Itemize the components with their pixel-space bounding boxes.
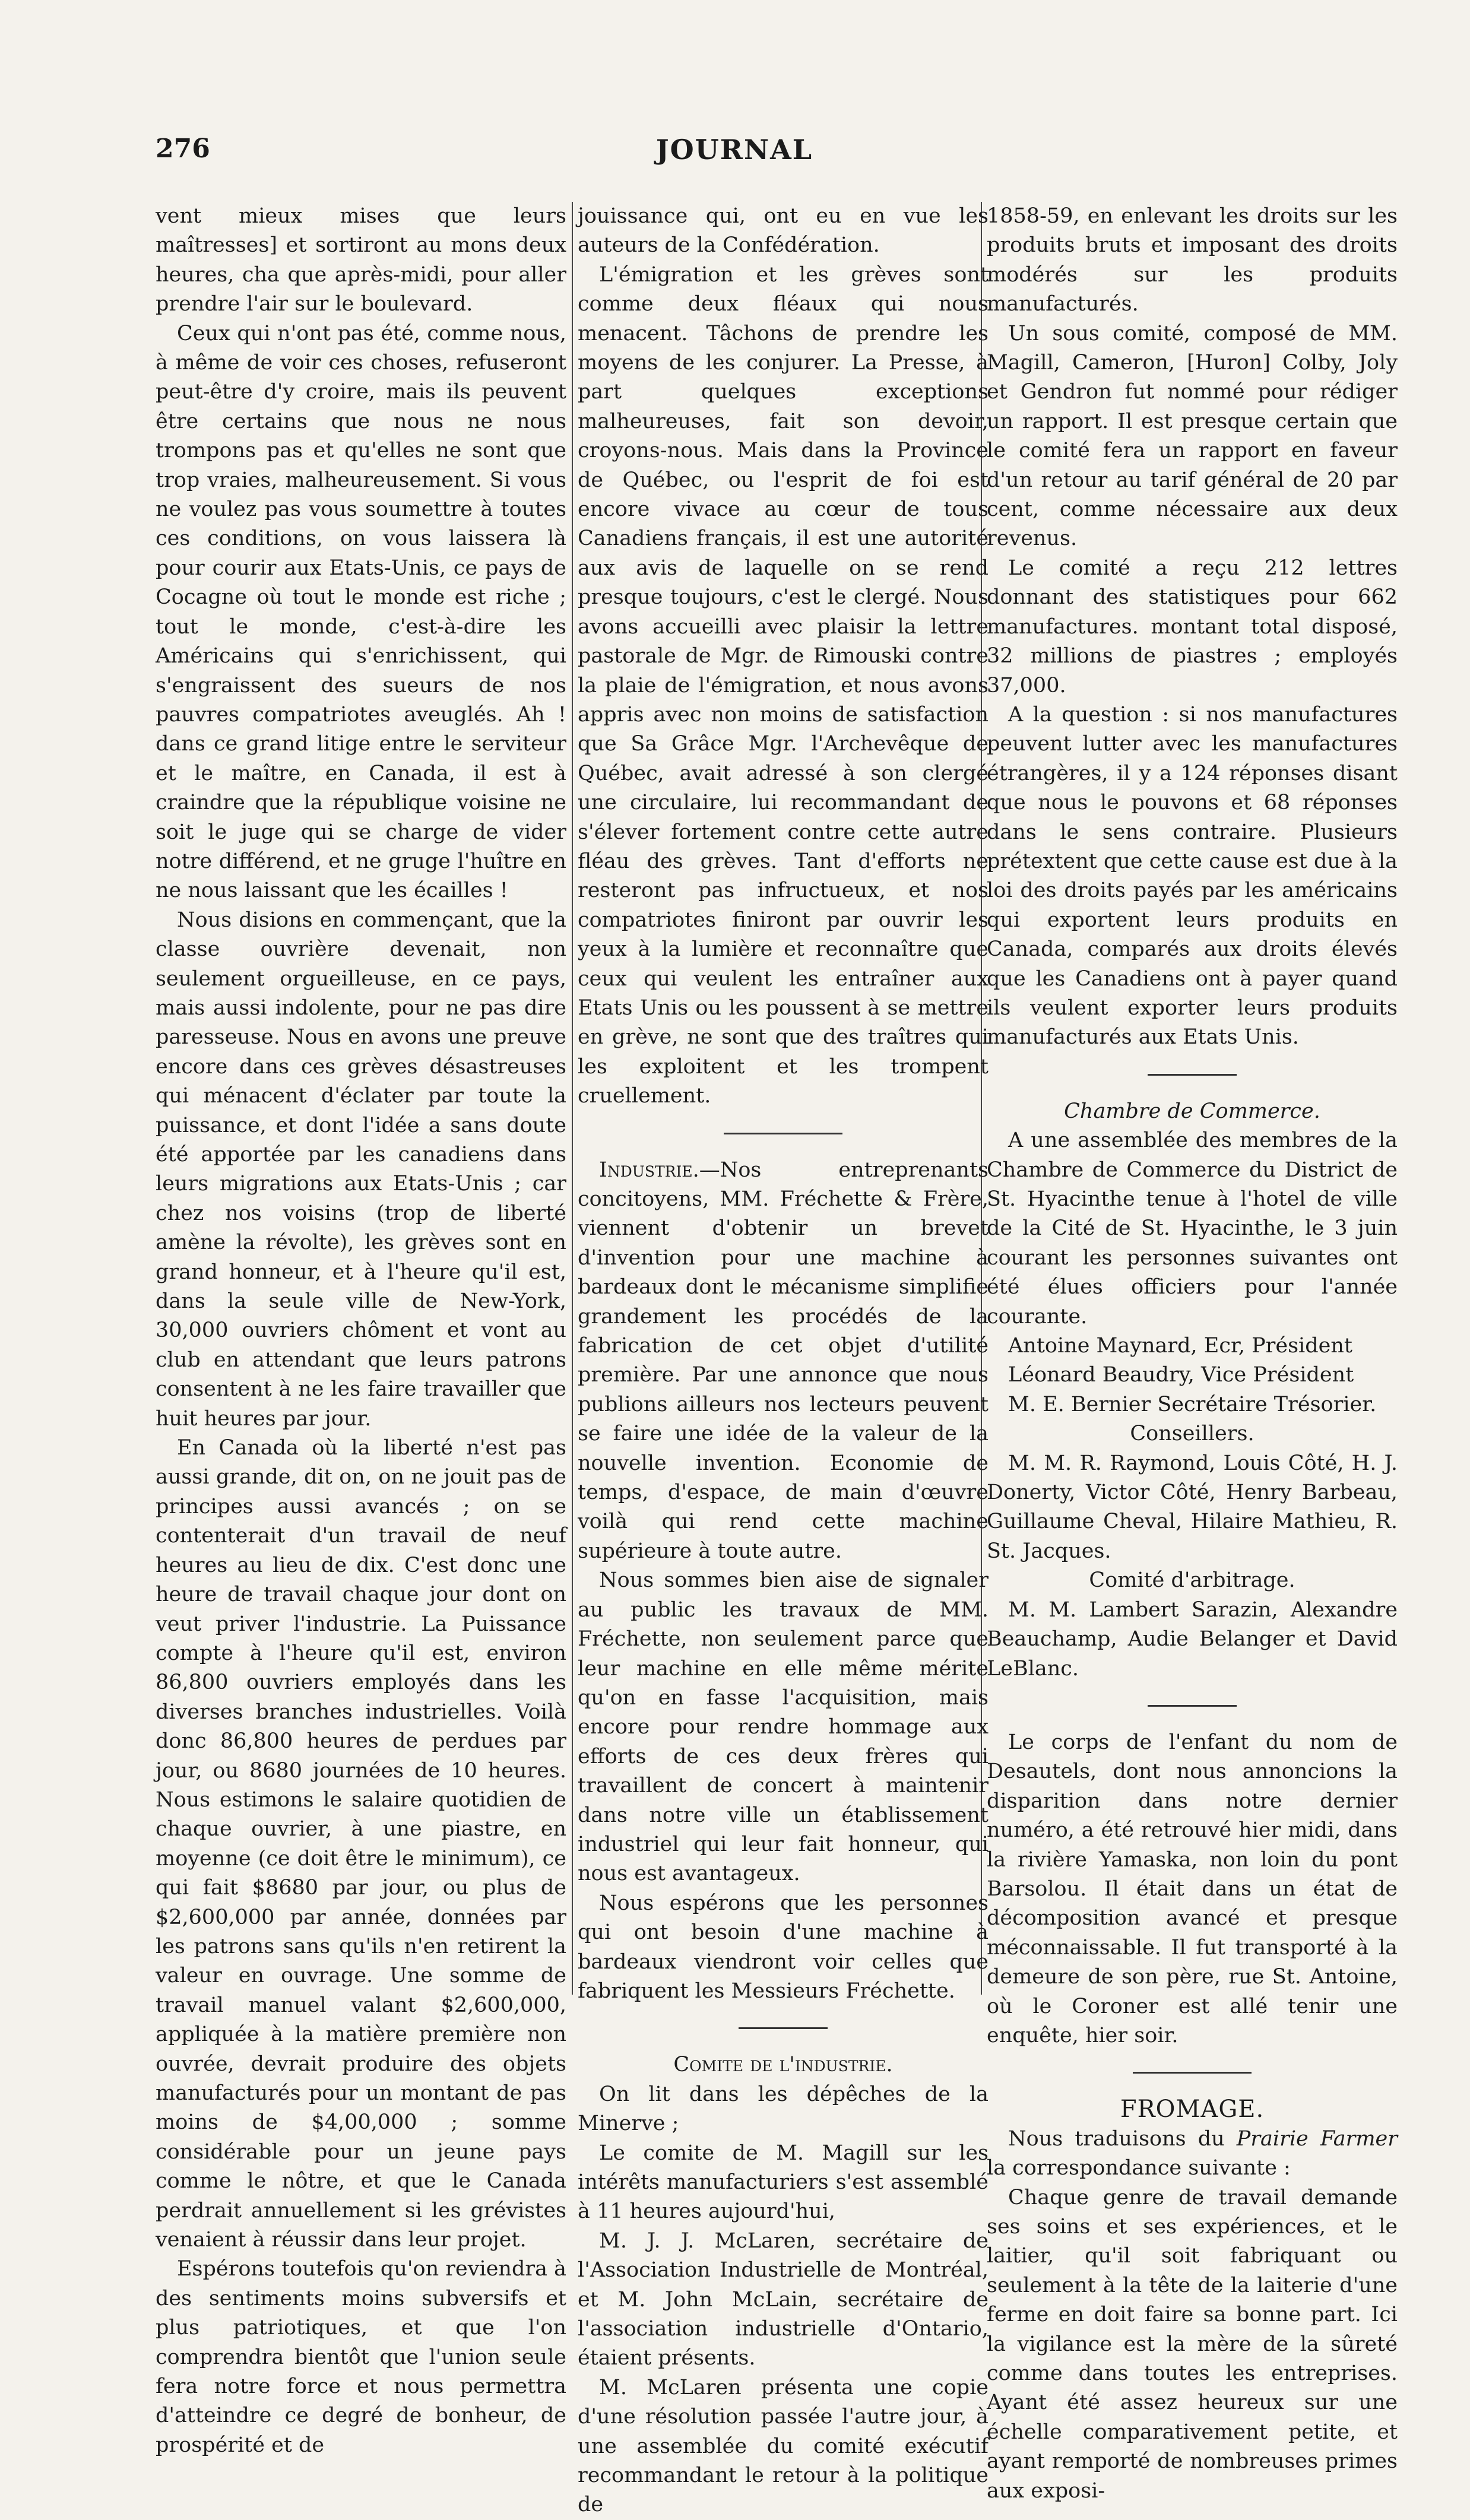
- col2-paragraph: Le comite de M. Magill sur les intérêts manufacturiers s'est assemblé à 11 heures aujourd'hui,: [578, 2141, 989, 2224]
- col3-paragraph: Un sous comité, composé de MM. Magill, Cameron, [Huron] Colby, Joly et Gendron fut nommé pour rédiger un rapport. Il est presque certain que le comité fera un rapport en faveur d'un retour au tarif général de 20 par cent, comme nécessaire aux deux revenus.: [987, 321, 1398, 551]
- col1-paragraph: En Canada où la liberté n'est pas aussi grande, dit on, on ne jouit pas de principes aussi avancés ; on se contenterait d'un travail de neuf heures au lieu de dix. C'est donc une heure de travail chaque jour dont on veut priver l'industrie. La Puissance compte à l'heure qu'il est, environ 86,800 ouvriers employés dans les diverses branches industrielles. Voilà donc 86,800 heures de perdues par jour, ou 8680 journées de 10 heures. Nous estimons le salaire quotidien de chaque ouvrier, à une piastre, en moyenne (ce doit être le minimum), ce qui fait $8680 par jour, ou plus de $2,600,000 par année, données par les patrons sans qu'ils n'en retirent la valeur en ouvrage. Une somme de travail manuel valant $2,600,000, appliquée à la matière première non ouvrée, devrait produire des objets manufacturés pour un montant de pas moins de $4,00,000 ; somme considérable pour un jeune pays comme le nôtre, et que le Canada perdrait annuellement si les grévistes venaient à réussir dans leur projet.: [156, 1436, 566, 2252]
- col3-paragraph: Le corps de l'enfant du nom de Desautels, dont nous annoncions la disparition dans notre dernier numéro, a été retrouvé hier midi, dans la rivière Yamaska, non loin du pont Barsolou. Il était dans un état de décomposition avancé et presque méconnaissable. Il fut transporté à la demeure de son père, rue St. Antoine, où le Coroner est allé tenir une enquête, hier soir.: [987, 1730, 1398, 2047]
- officer-president: Antoine Maynard, Ecr, Président: [1008, 1334, 1352, 1358]
- officer-secretary: M. E. Bernier Secrétaire Trésorier.: [1008, 1392, 1377, 1416]
- col3-paragraph: Le comité a reçu 212 lettres donnant des statistiques pour 662 manufactures. montant total disposé, 32 millions de piastres ; employés 37,000.: [987, 556, 1398, 698]
- col2-paragraph: Nous sommes bien aise de signaler au public les travaux de MM. Fréchette, non seulement parce que leur machine en elle même mérite qu'on en fasse l'acquisition, mais encore pour rendre hommage aux efforts de ces deux frères qui travaillent de concert à maintenir dans notre ville un établissement industriel qui leur fait honneur, qui nous est avantageux.: [578, 1568, 989, 1886]
- conseillers-label: Conseillers.: [1130, 1422, 1254, 1446]
- col2-paragraph: M. McLaren présenta une copie d'une résolution passée l'autre jour, à une assemblée du comité exécutif recommandant le retour à la politique de: [578, 2375, 989, 2517]
- column-2: [578, 202, 989, 2517]
- column-3: [987, 202, 1398, 2503]
- chambre-heading: Chambre de Commerce.: [1064, 1099, 1320, 1123]
- col3-paragraph: 1858-59, en enlevant les droits sur les produits bruts et imposant des droits modérés sur les produits manufacturés.: [987, 204, 1398, 316]
- fromage-heading: FROMAGE.: [1120, 2096, 1265, 2123]
- industrie-article: [578, 1156, 989, 1567]
- col2-paragraph: L'émigration et les grèves sont comme deux fléaux qui nous menacent. Tâchons de prendre les moyens de les conjurer. La Presse, à part quelques exceptions malheureuses, fait son devoir, croyons-nous. Mais dans la Province de Québec, ou l'esprit de foi est encore vivace au cœur de tous Canadiens français, il est une autorité aux avis de laquelle on se rend presque toujours, c'est le clergé. Nous avons accueilli avec plaisir la lettre pastorale de Mgr. de Rimouski contre la plaie de l'émigration, et nous avons appris avec non moins de satisfaction que Sa Grâce Mgr. l'Archevêque de Québec, avait adressé à son clergé une circulaire, lui recommandant de s'élever fortement contre cette autre fléau des grèves. Tant d'efforts ne resteront pas infructueux, et nos compatriotes finiront par ouvrir les yeux à la lumière et reconnaître que ceux qui veulent les entraîner aux Etats Unis ou les poussent à se mettre en grève, ne sont que des traîtres qui les exploitent et les trompent cruellement.: [578, 262, 989, 1108]
- section-separator: [739, 2027, 828, 2029]
- fromage-intro-c: la correspondance suivante :: [987, 2156, 1291, 2180]
- arbitrage-label: Comité d'arbitrage.: [1089, 1568, 1295, 1593]
- officer-vice-president: Léonard Beaudry, Vice Président: [1008, 1363, 1354, 1387]
- col3-paragraph: A la question : si nos manufactures peuvent lutter avec les manufactures étrangères, il y a 124 réponses disant que nous le pouvons et 68 réponses dans le sens contraire. Plusieurs prétextent que cette cause est due à la loi des droits payés par les américains qui exportent leurs produits en Canada, comparés aux droits élevés que les Canadiens ont à payer quand ils veulent exporter leurs produits manufacturés aux Etats Unis.: [987, 702, 1398, 1050]
- column-1: [156, 202, 566, 2457]
- fromage-intro-a: Nous traduisons du: [1008, 2126, 1237, 2151]
- col1-paragraph: vent mieux mises que leurs maîtresses] et sortiront au mons deux heures, cha que après-midi, pour aller prendre l'air sur le boulevard.: [156, 204, 566, 316]
- fromage-intro: [987, 2125, 1398, 2183]
- section-separator: [1133, 2072, 1252, 2074]
- col3-paragraph: Chaque genre de travail demande ses soins et ses expériences, et le laitier, qu'il soit fabriquant ou seulement à la tête de la laiterie d'une ferme en doit faire sa bonne part. Ici la vigilance est la mère de la sûreté comme dans toutes les entreprises. Ayant été assez heureux sur une échelle comparativement petite, et ayant remporté de nombreuses primes aux exposi-: [987, 2185, 1398, 2503]
- col2-paragraph: On lit dans les dépêches de la Minerve ;: [578, 2082, 989, 2136]
- conseillers-list: M. M. R. Raymond, Louis Côté, H. J. Donerty, Victor Côté, Henry Barbeau, Guillaume Cheval, Hilaire Mathieu, R. St. Jacques.: [987, 1451, 1398, 1563]
- section-separator: [724, 1133, 842, 1134]
- col2-paragraph: M. J. J. McLaren, secrétaire de l'Association Industrielle de Montréal, et M. John McLain, secrétaire de l'association industrielle d'Ontario, étaient présents.: [578, 2229, 989, 2370]
- col1-paragraph: Ceux qui n'ont pas été, comme nous, à même de voir ces choses, refuseront peut-être d'y croire, mais ils peuvent être certains que nous ne nous trompons pas et qu'elles ne sont que trop vraies, malheureusement. Si vous ne voulez pas vous soumettre à toutes ces conditions, on vous laissera là pour courir aux Etats-Unis, ce pays de Cocagne où tout le monde est riche ; tout le monde, c'est-à-dire les Américains qui s'enrichissent, qui s'engraissent des sueurs de nos pauvres compatriotes aveuglés. Ah ! dans ce grand litige entre le serviteur et le maître, en Canada, il est à craindre que la république voisine ne soit le juge qui se charge de vider notre différend, et ne gruge l'huître en ne nous laissant que les écailles !: [156, 321, 566, 903]
- section-separator: [1148, 1074, 1237, 1076]
- page-header: [156, 134, 1313, 175]
- industrie-heading: Industrie.: [599, 1158, 699, 1182]
- col2-paragraph: Nous espérons que les personnes qui ont besoin d'une machine à bardeaux viendront voir celles que fabriquent les Messieurs Fréchette.: [578, 1891, 989, 2003]
- journal-title: JOURNAL: [655, 134, 813, 166]
- col1-paragraph: Espérons toutefois qu'on reviendra à des sentiments moins subversifs et plus patriotiques, et que l'on comprendra bientôt que l'union seule fera notre force et nous permettra d'atteindre ce degré de bonheur, de prospérité et de: [156, 2257, 566, 2457]
- fromage-source: Prairie Farmer: [1236, 2126, 1398, 2151]
- col2-paragraph: jouissance qui, ont eu en vue les auteurs de la Confédération.: [578, 204, 989, 258]
- arbitrage-list: M. M. Lambert Sarazin, Alexandre Beauchamp, Audie Belanger et David LeBlanc.: [987, 1597, 1398, 1681]
- col1-paragraph: Nous disions en commençant, que la classe ouvrière devenait, non seulement orgueilleuse, en ce pays, mais aussi indolente, pour ne pas dire paresseuse. Nous en avons une preuve encore dans ces grèves désastreuses qui ménacent d'éclater par toute la puissance, et dont l'idée a sans doute été apportée par les canadiens dans leurs migrations aux Etats-Unis ; car chez nos voisins (trop de liberté amène la révolte), les grèves sont en grand honneur, et à l'heure qu'il est, dans la seule ville de New-York, 30,000 ouvriers chôment et vont au club en attendant que leurs patrons consentent à ne les faire travailler que huit heures par jour.: [156, 908, 566, 1431]
- page-number: 276: [156, 134, 210, 164]
- column-rule-left: [572, 202, 573, 1995]
- col3-paragraph: A une assemblée des membres de la Chambre de Commerce du District de St. Hyacinthe tenue à l'hotel de ville de la Cité de St. Hyacinthe, le 3 juin courant les personnes suivantes ont été élues officiers pour l'année courante.: [987, 1129, 1398, 1329]
- comite-heading: Comite de l'industrie.: [673, 2053, 893, 2077]
- industrie-text: —Nos entreprenants concitoyens, MM. Fréchette & Frère, viennent d'obtenir un brevet d'invention pour une machine à bardeaux dont le mécanisme simplifie grandement les procédés de la fabrication de cet objet d'utilité première. Par une annonce que nous publions ailleurs nos lecteurs peuvent se faire une idée de la valeur de la nouvelle invention. Economie de temps, d'espace, de main d'œuvre voilà qui rend cette machine supérieure à toute autre.: [578, 1158, 989, 1563]
- section-separator: [1148, 1705, 1237, 1707]
